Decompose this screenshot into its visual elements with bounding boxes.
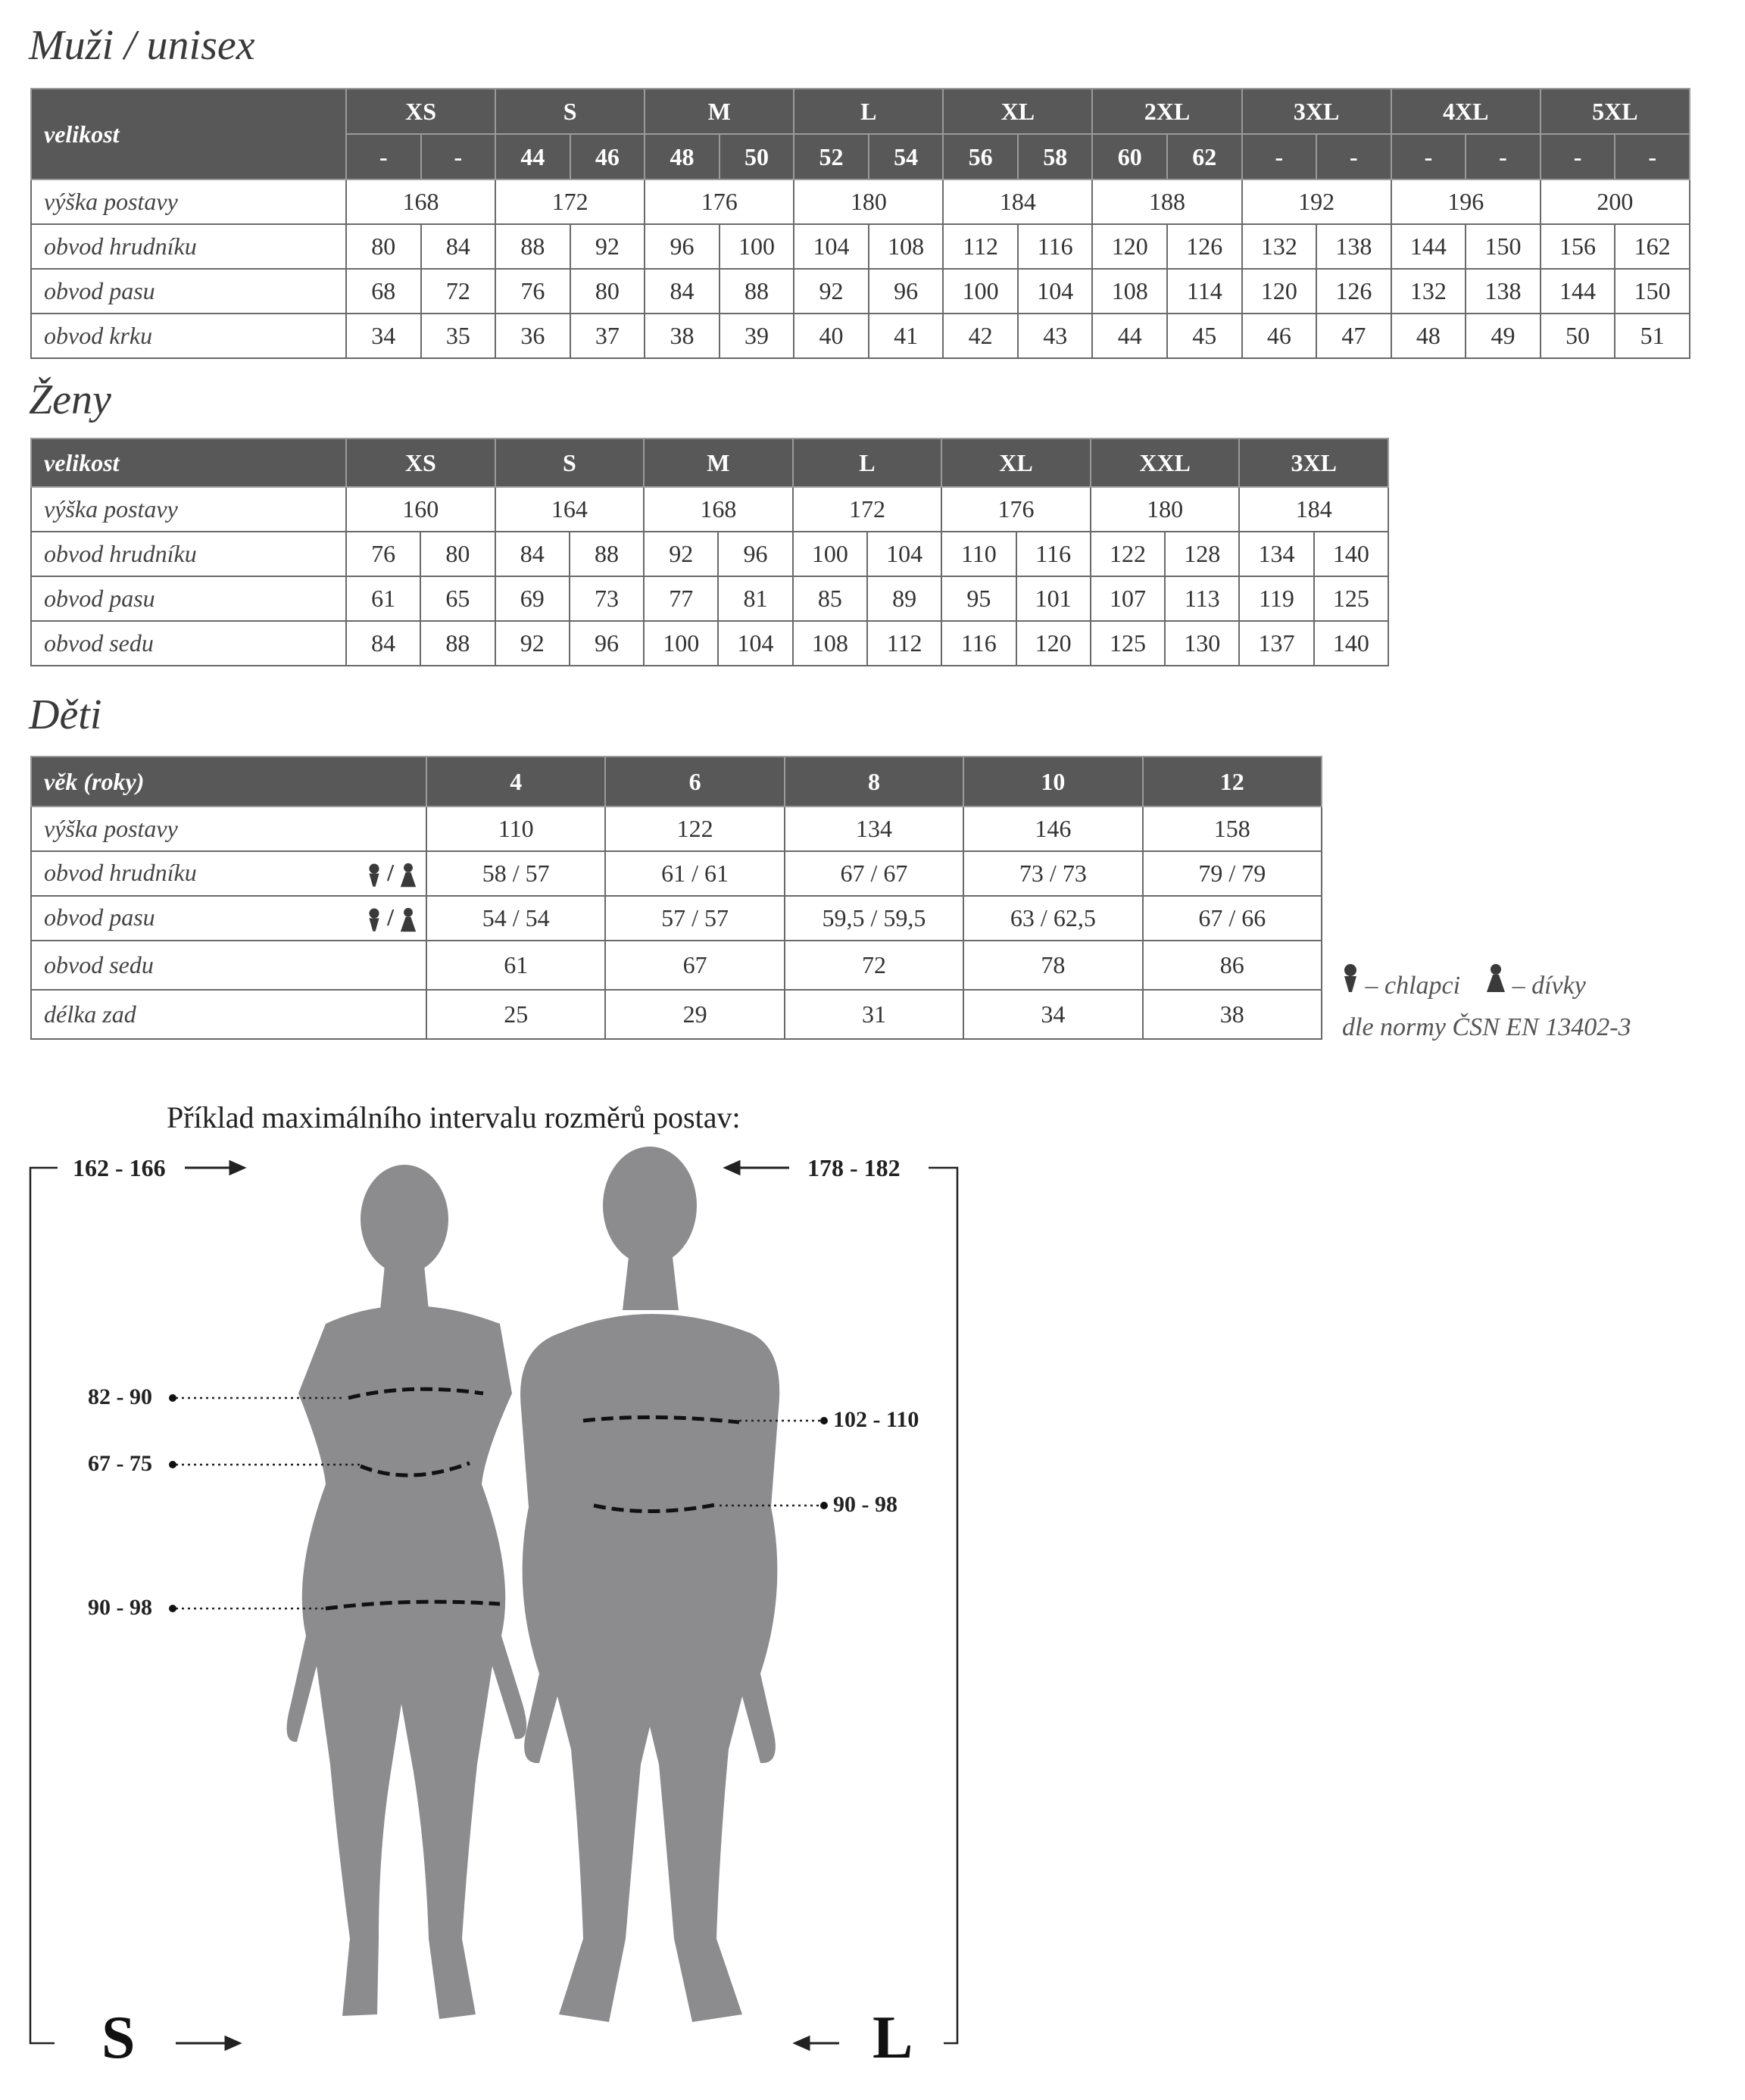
age-header-label: věk (roky) xyxy=(31,757,426,807)
value-cell: 134 xyxy=(785,807,963,851)
age-header-cell: 10 xyxy=(963,757,1142,807)
size-l-label: L xyxy=(872,2005,913,2071)
value-cell: 172 xyxy=(793,487,942,532)
row-label: výška postavy xyxy=(31,487,346,532)
value-cell: 126 xyxy=(1316,269,1391,314)
value-cell: 61 xyxy=(426,941,605,990)
value-cell: 164 xyxy=(495,487,645,532)
eu-size-cell: - xyxy=(1615,134,1690,179)
eu-size-cell: 54 xyxy=(869,134,944,179)
value-cell: 88 xyxy=(495,224,570,269)
value-cell: 79 / 79 xyxy=(1143,851,1322,896)
value-cell: 96 xyxy=(645,224,720,269)
value-cell: 114 xyxy=(1167,269,1242,314)
value-cell: 36 xyxy=(495,314,570,358)
value-cell: 108 xyxy=(793,621,867,666)
value-cell: 120 xyxy=(1092,224,1167,269)
value-cell: 76 xyxy=(495,269,570,314)
size-header-cell: XL xyxy=(943,89,1092,134)
value-cell: 196 xyxy=(1391,179,1541,224)
value-cell: 37 xyxy=(570,314,645,358)
size-header-cell: 2XL xyxy=(1092,89,1241,134)
value-cell: 65 xyxy=(420,576,495,621)
value-cell: 104 xyxy=(867,532,941,576)
value-cell: 84 xyxy=(421,224,496,269)
row-label: výška postavy xyxy=(31,807,426,851)
value-cell: 112 xyxy=(943,224,1018,269)
female-figure xyxy=(287,1165,527,2019)
size-header-cell: S xyxy=(495,438,645,487)
value-cell: 39 xyxy=(720,314,794,358)
value-cell: 34 xyxy=(963,990,1142,1039)
right-height-label: 178 - 182 xyxy=(807,1154,901,1181)
men-title: Muži / unisex xyxy=(29,22,255,69)
size-header-cell: L xyxy=(794,89,943,134)
value-cell: 122 xyxy=(1091,532,1165,576)
value-cell: 51 xyxy=(1615,314,1690,358)
value-cell: 125 xyxy=(1091,621,1165,666)
eu-size-cell: 58 xyxy=(1018,134,1093,179)
value-cell: 43 xyxy=(1018,314,1093,358)
value-cell: 92 xyxy=(495,621,570,666)
value-cell: 113 xyxy=(1165,576,1239,621)
value-cell: 108 xyxy=(1092,269,1167,314)
value-cell: 78 xyxy=(963,941,1142,990)
value-cell: 80 xyxy=(570,269,645,314)
value-cell: 88 xyxy=(570,532,644,576)
value-cell: 116 xyxy=(941,621,1016,666)
size-header-label: velikost xyxy=(31,89,346,179)
value-cell: 168 xyxy=(346,179,495,224)
female-chest-label: 82 - 90 xyxy=(88,1384,152,1409)
left-bracket xyxy=(30,1168,58,2043)
row-label: výška postavy xyxy=(31,179,346,224)
value-cell: 100 xyxy=(720,224,794,269)
eu-size-cell: - xyxy=(1242,134,1317,179)
value-cell: 184 xyxy=(1239,487,1388,532)
value-cell: 92 xyxy=(794,269,869,314)
eu-size-cell: 50 xyxy=(720,134,794,179)
value-cell: 47 xyxy=(1316,314,1391,358)
value-cell: 122 xyxy=(605,807,784,851)
value-cell: 132 xyxy=(1391,269,1466,314)
value-cell: 110 xyxy=(941,532,1016,576)
value-cell: 150 xyxy=(1615,269,1690,314)
row-label: obvod sedu xyxy=(31,941,426,990)
size-header-cell: L xyxy=(793,438,942,487)
value-cell: 146 xyxy=(963,807,1142,851)
value-cell: 92 xyxy=(644,532,718,576)
row-label: délka zad xyxy=(31,990,426,1039)
value-cell: 140 xyxy=(1314,621,1388,666)
value-cell: 172 xyxy=(495,179,645,224)
value-cell: 96 xyxy=(869,269,944,314)
gender-separator: / xyxy=(381,903,400,931)
value-cell: 58 / 57 xyxy=(426,851,605,896)
eu-size-cell: - xyxy=(1466,134,1541,179)
value-cell: 119 xyxy=(1239,576,1313,621)
row-label: obvod hrudníku / xyxy=(31,851,426,896)
value-cell: 48 xyxy=(1391,314,1466,358)
value-cell: 69 xyxy=(495,576,570,621)
value-cell: 88 xyxy=(720,269,794,314)
value-cell: 40 xyxy=(794,314,869,358)
value-cell: 96 xyxy=(718,532,792,576)
value-cell: 192 xyxy=(1242,179,1391,224)
figure-caption: Příklad maximálního intervalu rozměrů postav: xyxy=(167,1100,741,1134)
value-cell: 138 xyxy=(1316,224,1391,269)
legend-girls: – dívky xyxy=(1512,972,1586,1000)
value-cell: 108 xyxy=(869,224,944,269)
size-header-cell: 4XL xyxy=(1391,89,1541,134)
size-header-cell: XS xyxy=(346,438,495,487)
value-cell: 150 xyxy=(1466,224,1541,269)
value-cell: 176 xyxy=(645,179,794,224)
value-cell: 180 xyxy=(1091,487,1240,532)
eu-size-cell: - xyxy=(1391,134,1466,179)
value-cell: 88 xyxy=(420,621,495,666)
value-cell: 130 xyxy=(1165,621,1239,666)
eu-size-cell: 62 xyxy=(1167,134,1242,179)
value-cell: 144 xyxy=(1541,269,1615,314)
value-cell: 176 xyxy=(941,487,1091,532)
value-cell: 180 xyxy=(794,179,943,224)
eu-size-cell: 44 xyxy=(495,134,570,179)
value-cell: 50 xyxy=(1541,314,1615,358)
right-bracket xyxy=(929,1168,957,2043)
value-cell: 120 xyxy=(1016,621,1091,666)
value-cell: 76 xyxy=(346,532,420,576)
value-cell: 54 / 54 xyxy=(426,896,605,941)
value-cell: 68 xyxy=(346,269,421,314)
value-cell: 38 xyxy=(1143,990,1322,1039)
value-cell: 104 xyxy=(1018,269,1093,314)
row-label: obvod hrudníku xyxy=(31,532,346,576)
value-cell: 112 xyxy=(867,621,941,666)
value-cell: 100 xyxy=(943,269,1018,314)
value-cell: 80 xyxy=(420,532,495,576)
size-s-label: S xyxy=(101,2005,136,2071)
value-cell: 35 xyxy=(421,314,496,358)
value-cell: 81 xyxy=(718,576,792,621)
value-cell: 72 xyxy=(785,941,963,990)
value-cell: 73 / 73 xyxy=(963,851,1142,896)
male-waist-label: 90 - 98 xyxy=(833,1492,897,1517)
gender-separator: / xyxy=(381,859,400,887)
value-cell: 116 xyxy=(1016,532,1091,576)
value-cell: 200 xyxy=(1541,179,1690,224)
row-label: obvod krku xyxy=(31,314,346,358)
value-cell: 140 xyxy=(1314,532,1388,576)
value-cell: 61 / 61 xyxy=(605,851,784,896)
eu-size-cell: - xyxy=(421,134,496,179)
eu-size-cell: - xyxy=(1541,134,1615,179)
size-header-label: velikost xyxy=(31,438,346,487)
value-cell: 162 xyxy=(1615,224,1690,269)
value-cell: 104 xyxy=(718,621,792,666)
value-cell: 38 xyxy=(645,314,720,358)
eu-size-cell: - xyxy=(346,134,421,179)
value-cell: 59,5 / 59,5 xyxy=(785,896,963,941)
value-cell: 188 xyxy=(1092,179,1241,224)
age-header-cell: 8 xyxy=(785,757,963,807)
value-cell: 89 xyxy=(867,576,941,621)
size-header-cell: 5XL xyxy=(1541,89,1690,134)
age-header-cell: 12 xyxy=(1143,757,1322,807)
value-cell: 84 xyxy=(645,269,720,314)
value-cell: 57 / 57 xyxy=(605,896,784,941)
value-cell: 101 xyxy=(1016,576,1091,621)
value-cell: 29 xyxy=(605,990,784,1039)
value-cell: 132 xyxy=(1242,224,1317,269)
value-cell: 46 xyxy=(1242,314,1317,358)
age-header-cell: 4 xyxy=(426,757,605,807)
value-cell: 77 xyxy=(644,576,718,621)
eu-size-cell: 56 xyxy=(943,134,1018,179)
value-cell: 44 xyxy=(1092,314,1167,358)
value-cell: 125 xyxy=(1314,576,1388,621)
value-cell: 92 xyxy=(570,224,645,269)
value-cell: 31 xyxy=(785,990,963,1039)
size-header-cell: XS xyxy=(346,89,495,134)
value-cell: 158 xyxy=(1143,807,1322,851)
legend-boys: – chlapci xyxy=(1365,972,1461,1000)
row-label: obvod sedu xyxy=(31,621,346,666)
row-label: obvod pasu xyxy=(31,576,346,621)
value-cell: 95 xyxy=(941,576,1016,621)
value-cell: 49 xyxy=(1466,314,1541,358)
size-header-cell: 3XL xyxy=(1239,438,1388,487)
female-hips-label: 90 - 98 xyxy=(88,1595,152,1620)
value-cell: 80 xyxy=(346,224,421,269)
size-header-cell: XXL xyxy=(1091,438,1240,487)
value-cell: 86 xyxy=(1143,941,1322,990)
eu-size-cell: - xyxy=(1316,134,1391,179)
left-height-label: 162 - 166 xyxy=(73,1154,166,1181)
value-cell: 73 xyxy=(570,576,644,621)
value-cell: 61 xyxy=(346,576,420,621)
value-cell: 96 xyxy=(570,621,644,666)
value-cell: 104 xyxy=(794,224,869,269)
eu-size-cell: 52 xyxy=(794,134,869,179)
eu-size-cell: 48 xyxy=(645,134,720,179)
value-cell: 160 xyxy=(346,487,495,532)
value-cell: 67 / 67 xyxy=(785,851,963,896)
value-cell: 100 xyxy=(793,532,867,576)
size-header-cell: S xyxy=(495,89,645,134)
row-label: obvod pasu / xyxy=(31,896,426,941)
value-cell: 184 xyxy=(943,179,1092,224)
value-cell: 168 xyxy=(644,487,793,532)
value-cell: 126 xyxy=(1167,224,1242,269)
size-header-cell: M xyxy=(645,89,794,134)
value-cell: 67 xyxy=(605,941,784,990)
female-waist-label: 67 - 75 xyxy=(88,1451,152,1476)
male-figure xyxy=(520,1147,779,2022)
value-cell: 63 / 62,5 xyxy=(963,896,1142,941)
women-title: Ženy xyxy=(29,376,111,423)
row-label: obvod hrudníku xyxy=(31,224,346,269)
norm-note: dle normy ČSN EN 13402-3 xyxy=(1342,1013,1631,1041)
value-cell: 110 xyxy=(426,807,605,851)
row-label: obvod pasu xyxy=(31,269,346,314)
value-cell: 156 xyxy=(1541,224,1615,269)
value-cell: 100 xyxy=(644,621,718,666)
value-cell: 116 xyxy=(1018,224,1093,269)
value-cell: 45 xyxy=(1167,314,1242,358)
size-header-cell: XL xyxy=(941,438,1091,487)
kids-title: Děti xyxy=(29,691,102,738)
value-cell: 67 / 66 xyxy=(1143,896,1322,941)
value-cell: 34 xyxy=(346,314,421,358)
value-cell: 25 xyxy=(426,990,605,1039)
size-header-cell: 3XL xyxy=(1242,89,1391,134)
value-cell: 107 xyxy=(1091,576,1165,621)
value-cell: 41 xyxy=(869,314,944,358)
age-header-cell: 6 xyxy=(605,757,784,807)
value-cell: 42 xyxy=(943,314,1018,358)
eu-size-cell: 60 xyxy=(1092,134,1167,179)
value-cell: 138 xyxy=(1466,269,1541,314)
value-cell: 84 xyxy=(495,532,570,576)
value-cell: 72 xyxy=(421,269,496,314)
value-cell: 120 xyxy=(1242,269,1317,314)
size-header-cell: M xyxy=(644,438,793,487)
value-cell: 137 xyxy=(1239,621,1313,666)
value-cell: 144 xyxy=(1391,224,1466,269)
value-cell: 128 xyxy=(1165,532,1239,576)
male-chest-label: 102 - 110 xyxy=(833,1407,919,1432)
eu-size-cell: 46 xyxy=(570,134,645,179)
value-cell: 134 xyxy=(1239,532,1313,576)
value-cell: 85 xyxy=(793,576,867,621)
value-cell: 84 xyxy=(346,621,420,666)
